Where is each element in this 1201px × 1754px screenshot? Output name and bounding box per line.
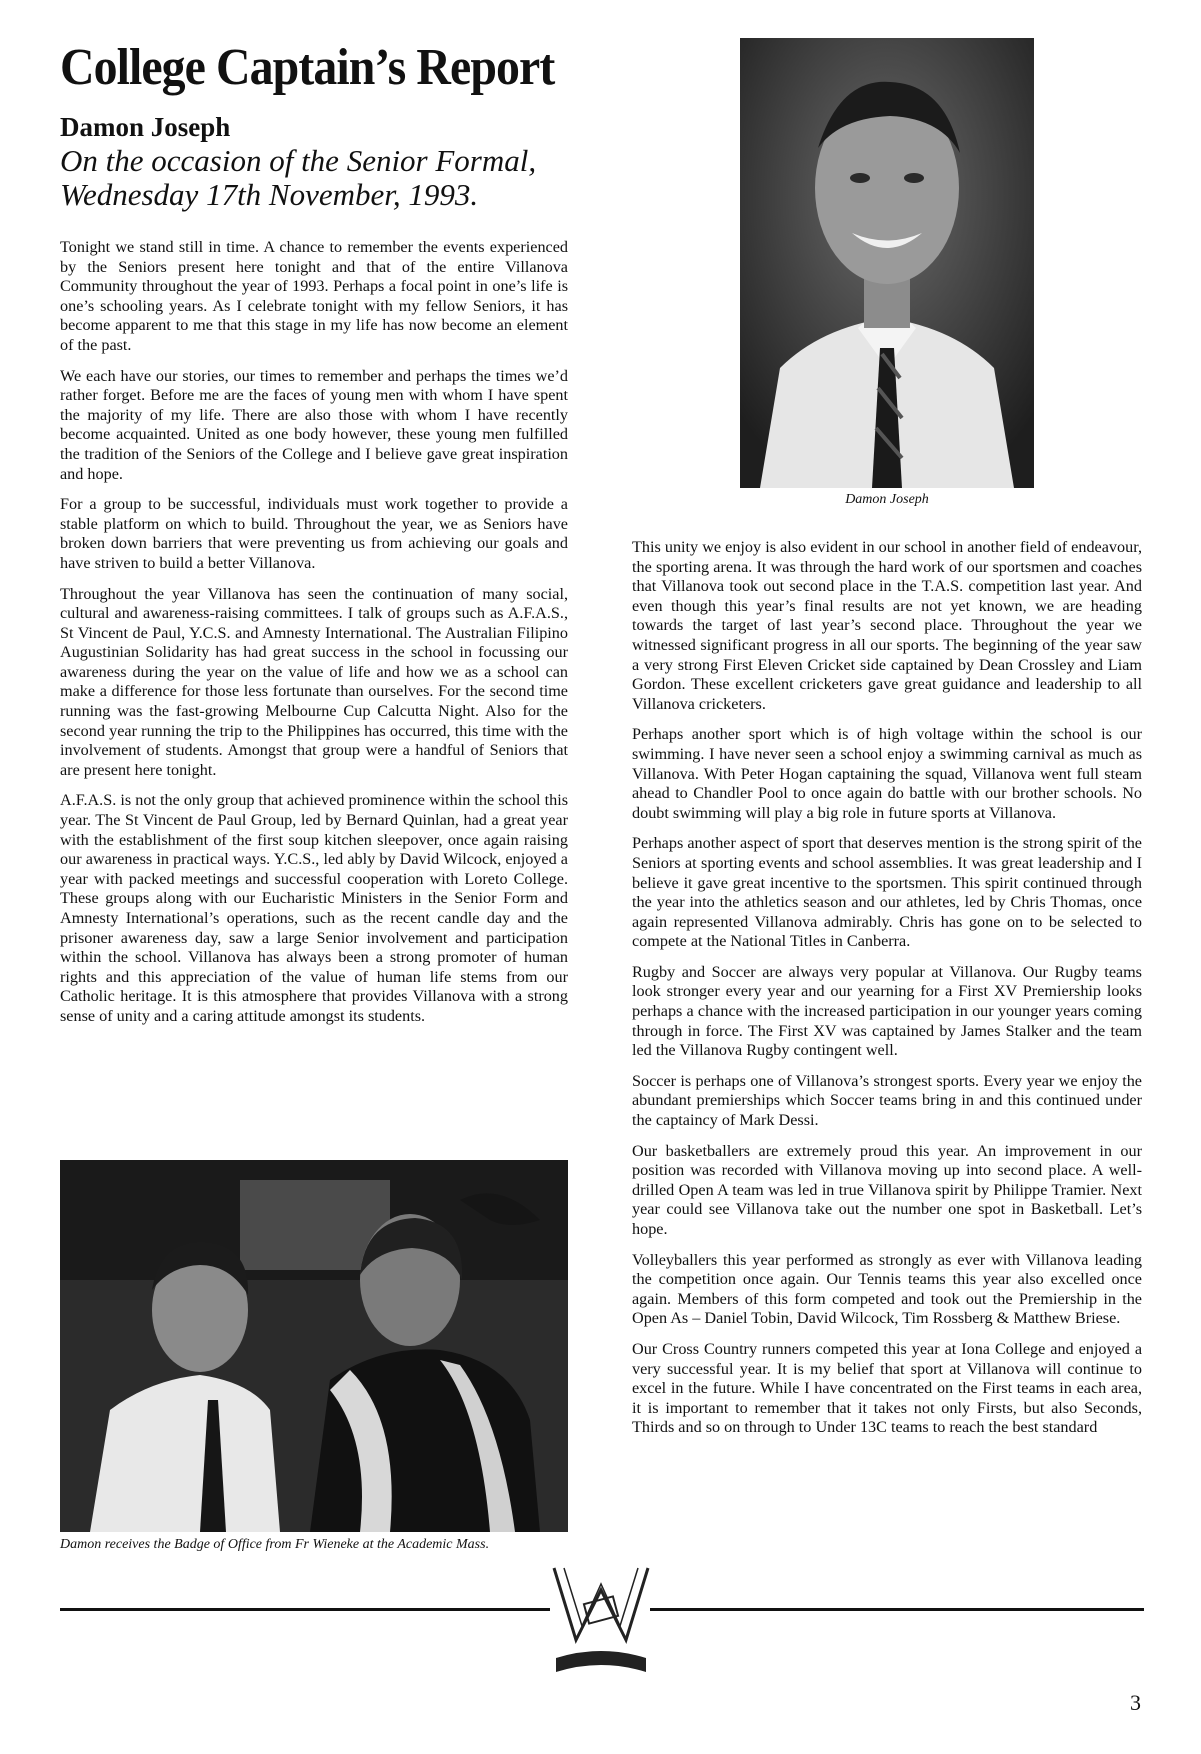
portrait-caption: Damon Joseph [845, 492, 929, 507]
portrait-photo [740, 38, 1034, 488]
paragraph: This unity we enjoy is also evident in our school in another field of endeavour, the sporting arena. It was through the hard work of our sportsmen and coaches that Villanova took out second place in the T.A.S. competition last year. And even though this year’s final results are not yet known, we are heading towards the target of last year’s second place. Throughout the year we witnessed significant progress in all our sports. The beginning of the year saw a very strong First Eleven Cricket side captained by Dean Crossley and Liam Gordon. These excellent cricketers gave great guidance and leadership to all Villanova cricketers. [632, 538, 1142, 713]
portrait-illustration [740, 38, 1034, 488]
paragraph: Volleyballers this year performed as strongly as ever with Villanova leading the competition once again. Our Tennis teams this year also excelled once again. Members of this form competed and took out the Premiership in the Open As – Daniel Tobin, David Wilcock, Tim Rossberg & Matthew Briese. [632, 1250, 1142, 1328]
vincit-veritas-emblem-icon [546, 1560, 656, 1680]
paragraph: Rugby and Soccer are always very popular at Villanova. Our Rugby teams look stronger every year and our yearning for a First XV Premiership looks perhaps a chance with the increased participation in our younger years coming through in force. The First XV was captained by James Stalker and the team led the Villanova Rugby contingent well. [632, 962, 1142, 1060]
occasion-line-1: On the occasion of the Senior Formal, [60, 143, 537, 178]
academic-mass-photo [60, 1160, 568, 1532]
footer-rule-left [60, 1608, 550, 1611]
academic-mass-caption: Damon receives the Badge of Office from Fr Wieneke at the Academic Mass. [60, 1537, 490, 1552]
page-number: 3 [1130, 1690, 1141, 1715]
article-title: College Captain’s Report [60, 39, 555, 96]
academic-mass-illustration [60, 1160, 568, 1532]
right-column [632, 38, 1142, 1449]
paragraph: Throughout the year Villanova has seen the continuation of many social, cultural and awareness-raising committees. I talk of groups such as A.F.A.S., St Vincent de Paul, Y.C.S. and Amnesty International. The Australian Filipino Augustinian Solidarity has had great success in the school in focussing our awareness during the year on the value of life and how we as a school can make a difference for those less fortunate than ourselves. For the second time running was the fast-growing Melbourne Cup Calcutta Night. Also for the second year running the trip to the Philippines has occurred, this time with the involvement of students. Amongst that group were a handful of Seniors that are present here tonight. [60, 584, 568, 779]
paragraph: For a group to be successful, individuals must work together to provide a stable platform on which to build. Throughout the year, we as Seniors have broken down barriers that were preventing us from achieving our goals and have striven to build a better Villanova. [60, 495, 568, 572]
paragraph: Perhaps another sport which is of high voltage within the school is our swimming. I have never seen a school enjoy a swimming carnival as much as Villanova. With Peter Hogan captaining the squad, Villanova went full steam ahead to Chandler Pool to once again do battle with our brother schools. No doubt swimming will play a big role in future sports at Villanova. [632, 725, 1142, 822]
paragraph: Our Cross Country runners competed this year at Iona College and enjoyed a very successful year. It is my belief that sport at Villanova will continue to excel in the future. While I have concentrated on the First teams in each area, it is important to remember that it takes not only Firsts, but also Seconds, Thirds and so on through to Under 13C teams to reach the best standard [632, 1339, 1142, 1437]
paragraph: Perhaps another aspect of sport that deserves mention is the strong spirit of the Seniors at sporting events and school assemblies. It was great leadership and I believe it gave great incentive to the sportsmen. This spirit continued through the year into the athletics season and our athletes, led by Chris Thomas, once again represented Villanova admirably. Chris has gone on to be selected to compete at the National Titles in Canberra. [632, 834, 1142, 951]
left-column [60, 38, 568, 1038]
paragraph: A.F.A.S. is not the only group that achieved prominence within the school this year. The St Vincent de Paul Group, led by Bernard Quinlan, had a great year with the establishment of the first soup kitchen sleepover, once again raising our awareness in practical ways. Y.C.S., led ably by David Wilcock, enjoyed a year with packed meetings and successful cooperation with Loreto College. These groups along with our Eucharistic Ministers in the Senior Form and Amnesty International’s operations, such as the recent candle day and the prisoner awareness day, saw a large Senior involvement and participation within the school. Villanova has always been a strong promoter of human rights and this appreciation of the value of human life stems from our Catholic heritage. It is this atmosphere that provides Villanova with a strong sense of unity and a caring attitude amongst its students. [60, 791, 568, 1025]
footer-rule-right [650, 1608, 1144, 1611]
paragraph: We each have our stories, our times to remember and perhaps the times we’d rather forget. Before me are the faces of young men with whom I have spent the majority of my life. There are also those with whom I have recently become acquainted. United as one body however, these young men fulfilled the tradition of the Seniors of the College and I believe gave great inspiration and hope. [60, 366, 568, 483]
left-body-text [60, 238, 568, 1027]
article-author: Damon Joseph [60, 112, 231, 142]
paragraph: Tonight we stand still in time. A chance to remember the events experienced by the Seniors present here tonight and that of the entire Villanova Community throughout the year of 1993. Perhaps a focal point in one’s life is one’s schooling years. As I celebrate tonight with my fellow Seniors, it has become apparent to me that this stage in my life has now become an element of the past. [60, 238, 568, 354]
right-body-text [632, 538, 1142, 1438]
college-emblem [546, 1560, 656, 1680]
occasion-line-2: Wednesday 17th November, 1993. [60, 177, 479, 212]
paragraph: Soccer is perhaps one of Villanova’s strongest sports. Every year we enjoy the abundant premierships which Soccer teams bring in and this continued under the captaincy of Mark Dessi. [632, 1071, 1142, 1130]
paragraph: Our basketballers are extremely proud this year. An improvement in our position was recorded with Villanova moving up into second place. A well-drilled Open A team was led in true Villanova spirit by Philippe Tramier. Next year could see Villanova take out the number one spot in Basketball. Let’s hope. [632, 1141, 1142, 1238]
article-occasion [60, 144, 568, 212]
